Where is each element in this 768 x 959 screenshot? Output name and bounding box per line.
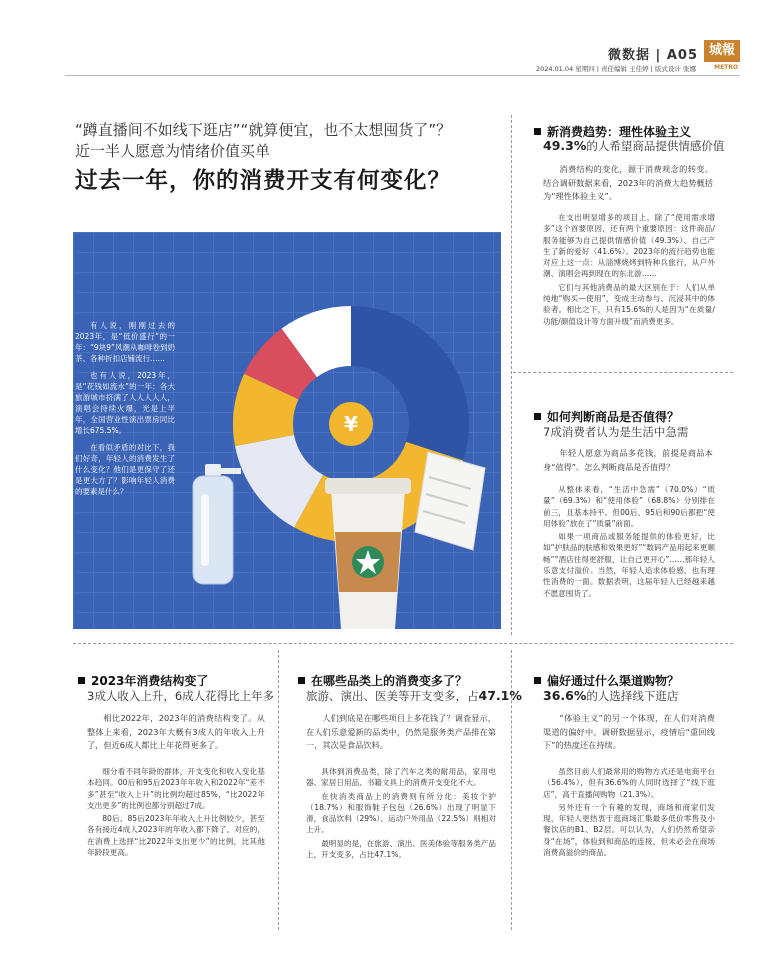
body-paragraph: 最明显的是，在旅游、演出、医美体验等服务类产品上，开支变多，占比47.1%。 [306, 838, 496, 860]
bullet-square-icon [78, 677, 85, 684]
kicker-line-1: “蹲直播间不如线下逛店”“就算便宜，也不太想囤货了”？ [75, 121, 452, 139]
body-paragraph: 如果一项商品或服务能提供的体验更好，比如“护肤品的肤感和效果更好”“数码产品用起来更顺畅”“酒店住得更舒服，让自己更开心”……那年轻人乐意支付溢价。当然，年轻人追求体验感，也有理性消费的一面。数据表明，这届年轻人已经越来越不愿意囤货了。 [543, 532, 715, 598]
section-divider [73, 643, 733, 644]
body-paragraph: 在快消类商品上的消费则有所分化：美妆个护（18.7%）和服饰鞋子包包（26.6%）出现了明显下滑，食品饮料（29%）、运动户外用品（22.5%）则相对上升。 [306, 791, 496, 835]
trend-lede: 消费结构的变化，源于消费观念的转变。结合调研数据来看，2023年的消费大趋势概括为“理性体验主义”。 [543, 164, 713, 201]
categories-body [306, 766, 496, 862]
channels-body [543, 766, 715, 860]
trend-subtitle: 49.3%的人希望商品提供情感价值 [543, 138, 725, 153]
masthead-rule [65, 75, 740, 76]
body-paragraph: 细分看不同年龄的群体，开支变化和收入变化基本趋同。00后和95后2023年年收入和2022年“差不多”甚至“收入上升”的比例均超过85%，“比2022年支出更多”的比例也都分别超过7成。 [87, 767, 265, 810]
bullet-square-icon [534, 677, 541, 684]
body-paragraph: 在支出明显增多的项目上，除了“使用需求增多”这个首要原因，还有两个重要原因：这件商品/服务能够为自己提供情感价值（49.3%）、自己产生了新的爱好（41.6%）。2023年的流行趋势也能对应上这一点：从淄博烧烤到特种兵旅行，从户外潮、演唱会再到现在的东北游…… [543, 213, 715, 279]
date-line: 2024.01.04 星期四 | 责任编辑 王佳婷 | 版式设计 张娜 [535, 65, 696, 73]
lead-paragraph: 有人说，刚刚过去的2023年，是“低价盛行”的一年：“9块9”风潮从咖啡卷到奶茶、各种折扣店铺流行…… [75, 321, 175, 363]
section-divider [513, 372, 733, 373]
structure-body [87, 766, 265, 860]
body-paragraph: 具体到消费品类，除了汽车之类的耐用品，家用电器、家居日用品、书籍文具上的消费开支变化不大。 [306, 767, 496, 788]
channels-section-title: 偏好通过什么渠道购物？ [534, 672, 679, 689]
kicker-line-2: 近一半人愿意为情绪价值买单 [75, 142, 271, 160]
bullet-square-icon [534, 128, 541, 135]
worth-lede: 年轻人愿意为商品多花钱，前提是商品本身“值得”。怎么判断商品是否值得？ [543, 448, 713, 472]
newspaper-logo: 城報 [704, 40, 740, 62]
categories-lede: 人们到底是在哪些项目上多花钱了？调查显示，在人们乐意爱新的品类中，仍然是服务类产品排在第一，其次是食品饮料。 [306, 713, 496, 750]
structure-section-title: 2023年消费结构变了 [78, 672, 208, 689]
categories-subtitle: 旅游、演出、医美等开支变多，占47.1% [306, 688, 522, 703]
structure-subtitle: 3成人收入上升，6成人花得比上年多 [87, 689, 275, 703]
trend-section-title: 新消费趋势：理性体验主义 [534, 123, 691, 140]
lead-paragraph: 也有人说，2023年，是“花钱如流水”的一年：各大旅游城市挤满了人人人人人，演唱会持续火爆，光是上半年，全国营业性演出票房同比增长675.5%。 [75, 371, 175, 435]
lead-text [75, 320, 175, 503]
page-headline: 过去一年，你的消费开支有何变化？ [75, 168, 452, 194]
channels-subtitle: 36.6%的人选择线下逛店 [543, 688, 679, 703]
page-number: A05 [666, 48, 698, 63]
structure-lede: 相比2022年，2023年的消费结构变了。从整体上来看，2023年大概有3成人的年收入上升了，但近6成人都比上年花得更多了。 [87, 713, 265, 750]
receipt-icon [415, 452, 485, 550]
yen-symbol: ¥ [344, 412, 358, 436]
body-paragraph: 另外还有一个有趣的发现，商场和商家们发现，年轻人更热衷于逛商场汇集最多低价零售及小餐饮店的B1、B2层。可以认为，人们仍然希望亲身“在场”，体验到和商品的连接，但未必会在商场消费高溢价的商品。 [543, 802, 715, 858]
body-paragraph: 80后、85后2023年年收入上升比例较少，甚至各有接近4成人2023年的年收入都下降了。对应的，在消费上选择“比2022年支出更少”的比例，比其他年龄段更高。 [87, 814, 265, 858]
body-paragraph: 虽然目前人们最常用的购物方式还是电商平台（56.4%），但有36.6%的人同时选择了“线下逛店”，高于直播间购物（21.3%）。 [543, 767, 715, 799]
masthead-section: 微数据 | A05 [608, 48, 698, 63]
categories-section-title: 在哪些品类上的消费变多了？ [298, 672, 467, 689]
channels-lede: “体验主义”的另一个体现，在人们对消费渠道的偏好中。调研数据显示，疫情后“重回线下”的热度还在持续。 [543, 713, 715, 750]
body-paragraph: 它们与其他消费品的最大区别在于：人们从单纯地“购买—使用”，变成主动参与、沉浸其中的体验者。相比之下，只有15.6%的人是因为“在质量/功能/颜值设计等方面升级”而消费更多。 [543, 282, 715, 326]
column-divider [511, 115, 512, 635]
worth-body [543, 484, 715, 601]
bullet-square-icon [534, 413, 541, 420]
logo-sub: METRO [714, 64, 738, 71]
column-divider [278, 650, 279, 930]
worth-subtitle: 7成消费者认为是生活中急需 [543, 425, 689, 439]
lead-paragraph: 在看似矛盾的对比下，我们好奇，年轻人的消费发生了什么变化？他们是更保守了还是更大方了？影响年轻人消费的要素是什么？ [75, 443, 175, 496]
body-paragraph: 从整体来看，“生活中急需”（70.0%）“质量”（69.3%）和“使用体验”（68.8%）分别排在前三，且基本持平。但00后、95后和90后都把“使用体验”放在了“质量”前面。 [543, 485, 715, 528]
worth-section-title: 如何判断商品是否值得？ [534, 408, 679, 425]
bullet-square-icon [298, 677, 305, 684]
trend-body [543, 212, 715, 329]
